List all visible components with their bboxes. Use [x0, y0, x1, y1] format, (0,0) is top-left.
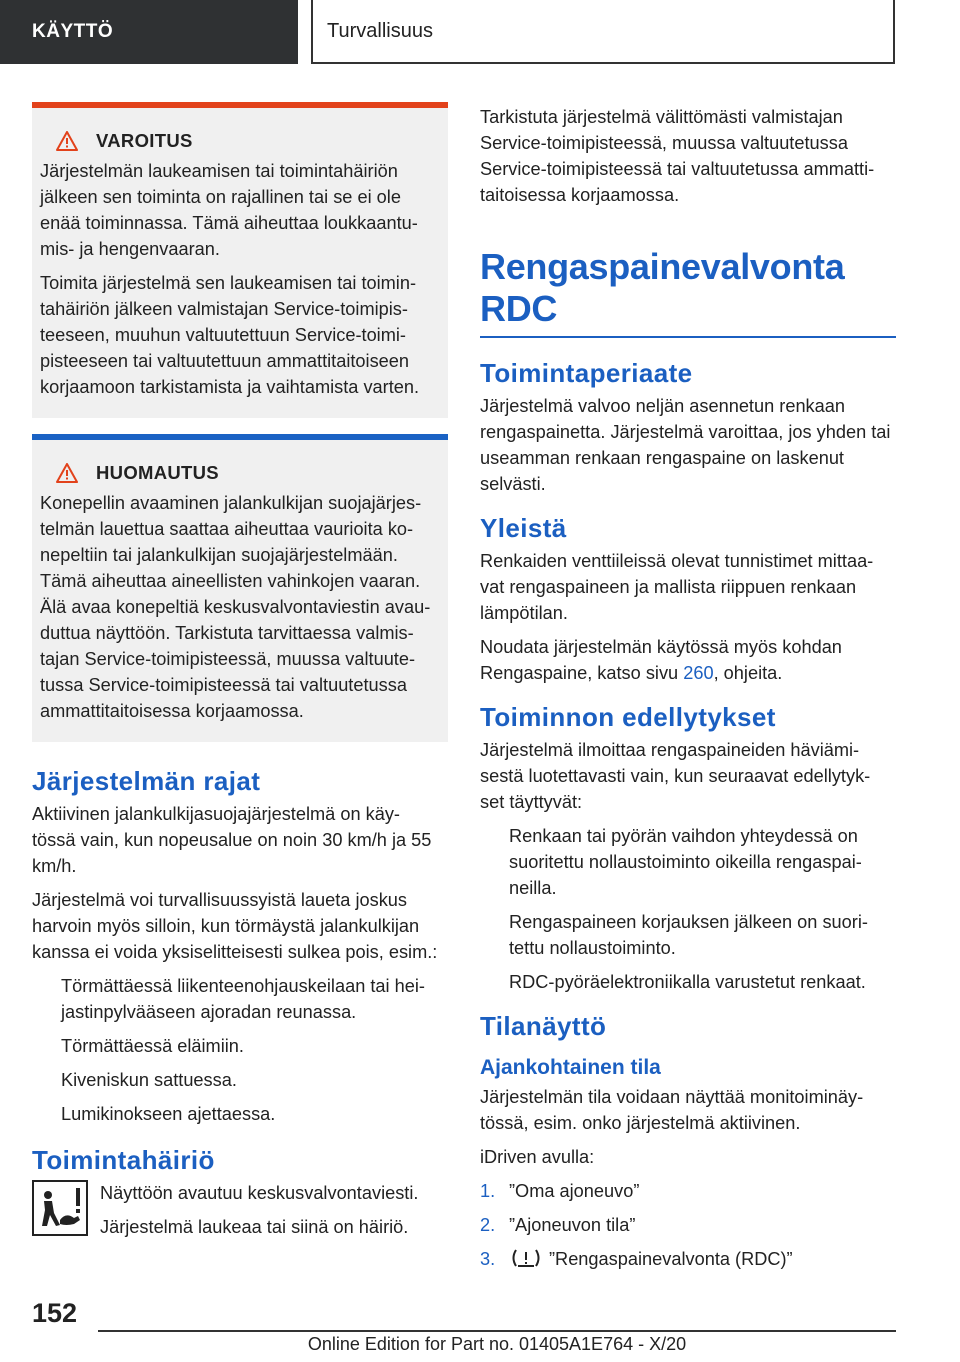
limits-list	[32, 973, 448, 1127]
section-title: Rengaspainevalvonta RDC	[480, 246, 896, 338]
notice-heading-text: HUOMAUTUS	[96, 462, 219, 483]
page-number: 152	[32, 1298, 78, 1328]
limits-paragraph: Aktiivinen jalankulkijasuojajärjestelmä on käy- tössä vain, kun nopeusalue on noin 30 km/h ja 55 km/h.	[32, 804, 432, 876]
list-item: RDC-pyöräelektroniikalla varustetut renkaat.	[480, 969, 896, 995]
step-item: 2. ”Ajoneuvon tila”	[480, 1215, 636, 1235]
status-subheading: Ajankohtainen tila	[480, 1056, 661, 1079]
warning-heading	[40, 128, 440, 154]
list-item: Kiveniskun sattuessa.	[32, 1067, 448, 1093]
step-item: 3. ”Rengaspainevalvonta (RDC)”	[480, 1249, 793, 1269]
warning-heading-text: VAROITUS	[96, 130, 193, 151]
warning-triangle-icon	[56, 131, 78, 151]
notice-box	[32, 434, 448, 742]
requirements-paragraph: Järjestelmä ilmoittaa rengaspaineiden häviämi- sestä luotettavasti vain, kun seuraavat edellytyk- set täyttyvät:	[480, 740, 871, 812]
general-paragraph: Noudata järjestelmän käytössä myös kohdan Rengaspaine, katso sivu 260, ohjeita.	[480, 637, 842, 683]
fault-paragraph: Näyttöön avautuu keskusvalvontaviesti.	[100, 1183, 419, 1203]
warning-paragraph: Järjestelmän laukeamisen tai toimintahäiriön jälkeen sen toiminta on rajallinen tai se ei ole enää toiminnassa. Tämä aiheuttaa loukkaantu- mis- ja hengenvaaran.	[40, 161, 418, 259]
pedestrian-protection-icon	[32, 1180, 88, 1236]
right-column	[480, 104, 896, 1280]
page-header	[0, 0, 960, 66]
status-paragraph: Järjestelmän tila voidaan näyttää monitoiminäy- tössä, esim. onko järjestelmä aktiivinen.	[480, 1087, 864, 1133]
list-item: Törmättäessä liikenteenohjauskeilaan tai hei- jastinpylvääseen ajoradan reunassa.	[32, 973, 448, 1025]
general-heading: Yleistä	[480, 513, 567, 543]
footer-divider	[98, 1330, 896, 1332]
left-column	[32, 102, 448, 1248]
warning-box	[32, 102, 448, 418]
warning-paragraph: Toimita järjestelmä sen laukeamisen tai toimin- tahäiriön jälkeen valmistajan Service-toimipis- teeseen, muuhun valtuutettuun Service-toimi- pisteeseen tai valtuutettuun ammattitaitoiseen korjaamoon tarkistamista ja vaihtamista varten.	[40, 273, 420, 397]
tire-pressure-icon	[509, 1247, 543, 1269]
caution-triangle-icon	[56, 463, 78, 483]
fault-text	[100, 1180, 418, 1248]
footer-text: Online Edition for Part no. 01405A1E764 - X/20	[307, 1334, 687, 1354]
section-label: KÄYTTÖ	[0, 0, 298, 64]
fault-paragraph: Järjestelmä laukeaa tai siinä on häiriö.	[100, 1217, 409, 1237]
principle-heading: Toimintaperiaate	[480, 358, 693, 388]
principle-paragraph: Järjestelmä valvoo neljän asennetun renkaan rengaspainetta. Järjestelmä varoittaa, jos yhden tai useamman renkaan rengaspaine on laskenut selvästi.	[480, 396, 891, 494]
notice-heading	[40, 460, 440, 486]
step-item: 1. ”Oma ajoneuvo”	[480, 1181, 640, 1201]
idrive-steps	[480, 1178, 896, 1272]
list-item: Törmättäessä eläimiin.	[32, 1033, 448, 1059]
list-item: Rengaspaineen korjauksen jälkeen on suori- tettu nollaustoiminto.	[480, 909, 896, 961]
general-paragraph: Renkaiden venttiileissä olevat tunnistimet mittaa- vat rengaspaineen ja mallista riippuen renkaan lämpötilan.	[480, 551, 874, 623]
fault-heading: Toimintahäiriö	[32, 1145, 215, 1175]
limits-heading: Järjestelmän rajat	[32, 766, 261, 796]
fault-block	[32, 1180, 448, 1248]
page-link[interactable]: 260	[683, 663, 714, 683]
intro-paragraph: Tarkistuta järjestelmä välittömästi valmistajan Service-toimipisteessä, muussa valtuutetussa Service-toimipisteessä tai valtuutetussa ammatti- taitoisessa korjaamossa.	[480, 107, 875, 205]
list-item: Renkaan tai pyörän vaihdon yhteydessä on suoritettu nollaustoiminto oikeilla rengaspai- neilla.	[480, 823, 896, 901]
requirements-list	[480, 823, 896, 995]
notice-paragraph: Konepellin avaaminen jalankulkijan suojajärjes- telmän lauettua saattaa aiheuttaa vaurioita ko- nepeltiin tai jalankulkijan suojajärjestelmään. Tämä aiheuttaa aineellisten vahinkojen vaaran. Älä avaa konepeltiä keskusvalvontaviestin avau- duttua näyttöön. Tarkistuta tarvittaessa valmis- tajan Service-toimipisteessä, muussa valtuute- tussa Service-toimipisteessä tai valtuutetussa ammattitaitoisessa korjaamossa.	[40, 493, 431, 721]
status-heading: Tilanäyttö	[480, 1011, 607, 1041]
idrive-label: iDriven avulla:	[480, 1147, 595, 1167]
requirements-heading: Toiminnon edellytykset	[480, 702, 776, 732]
limits-paragraph: Järjestelmä voi turvallisuussyistä laueta joskus harvoin myös silloin, kun törmäystä jalankulkijan kanssa ei voida yksiselitteisesti sulkea pois, esim.:	[32, 890, 438, 962]
chapter-title: Turvallisuus	[311, 0, 895, 64]
list-item: Lumikinokseen ajettaessa.	[32, 1101, 448, 1127]
